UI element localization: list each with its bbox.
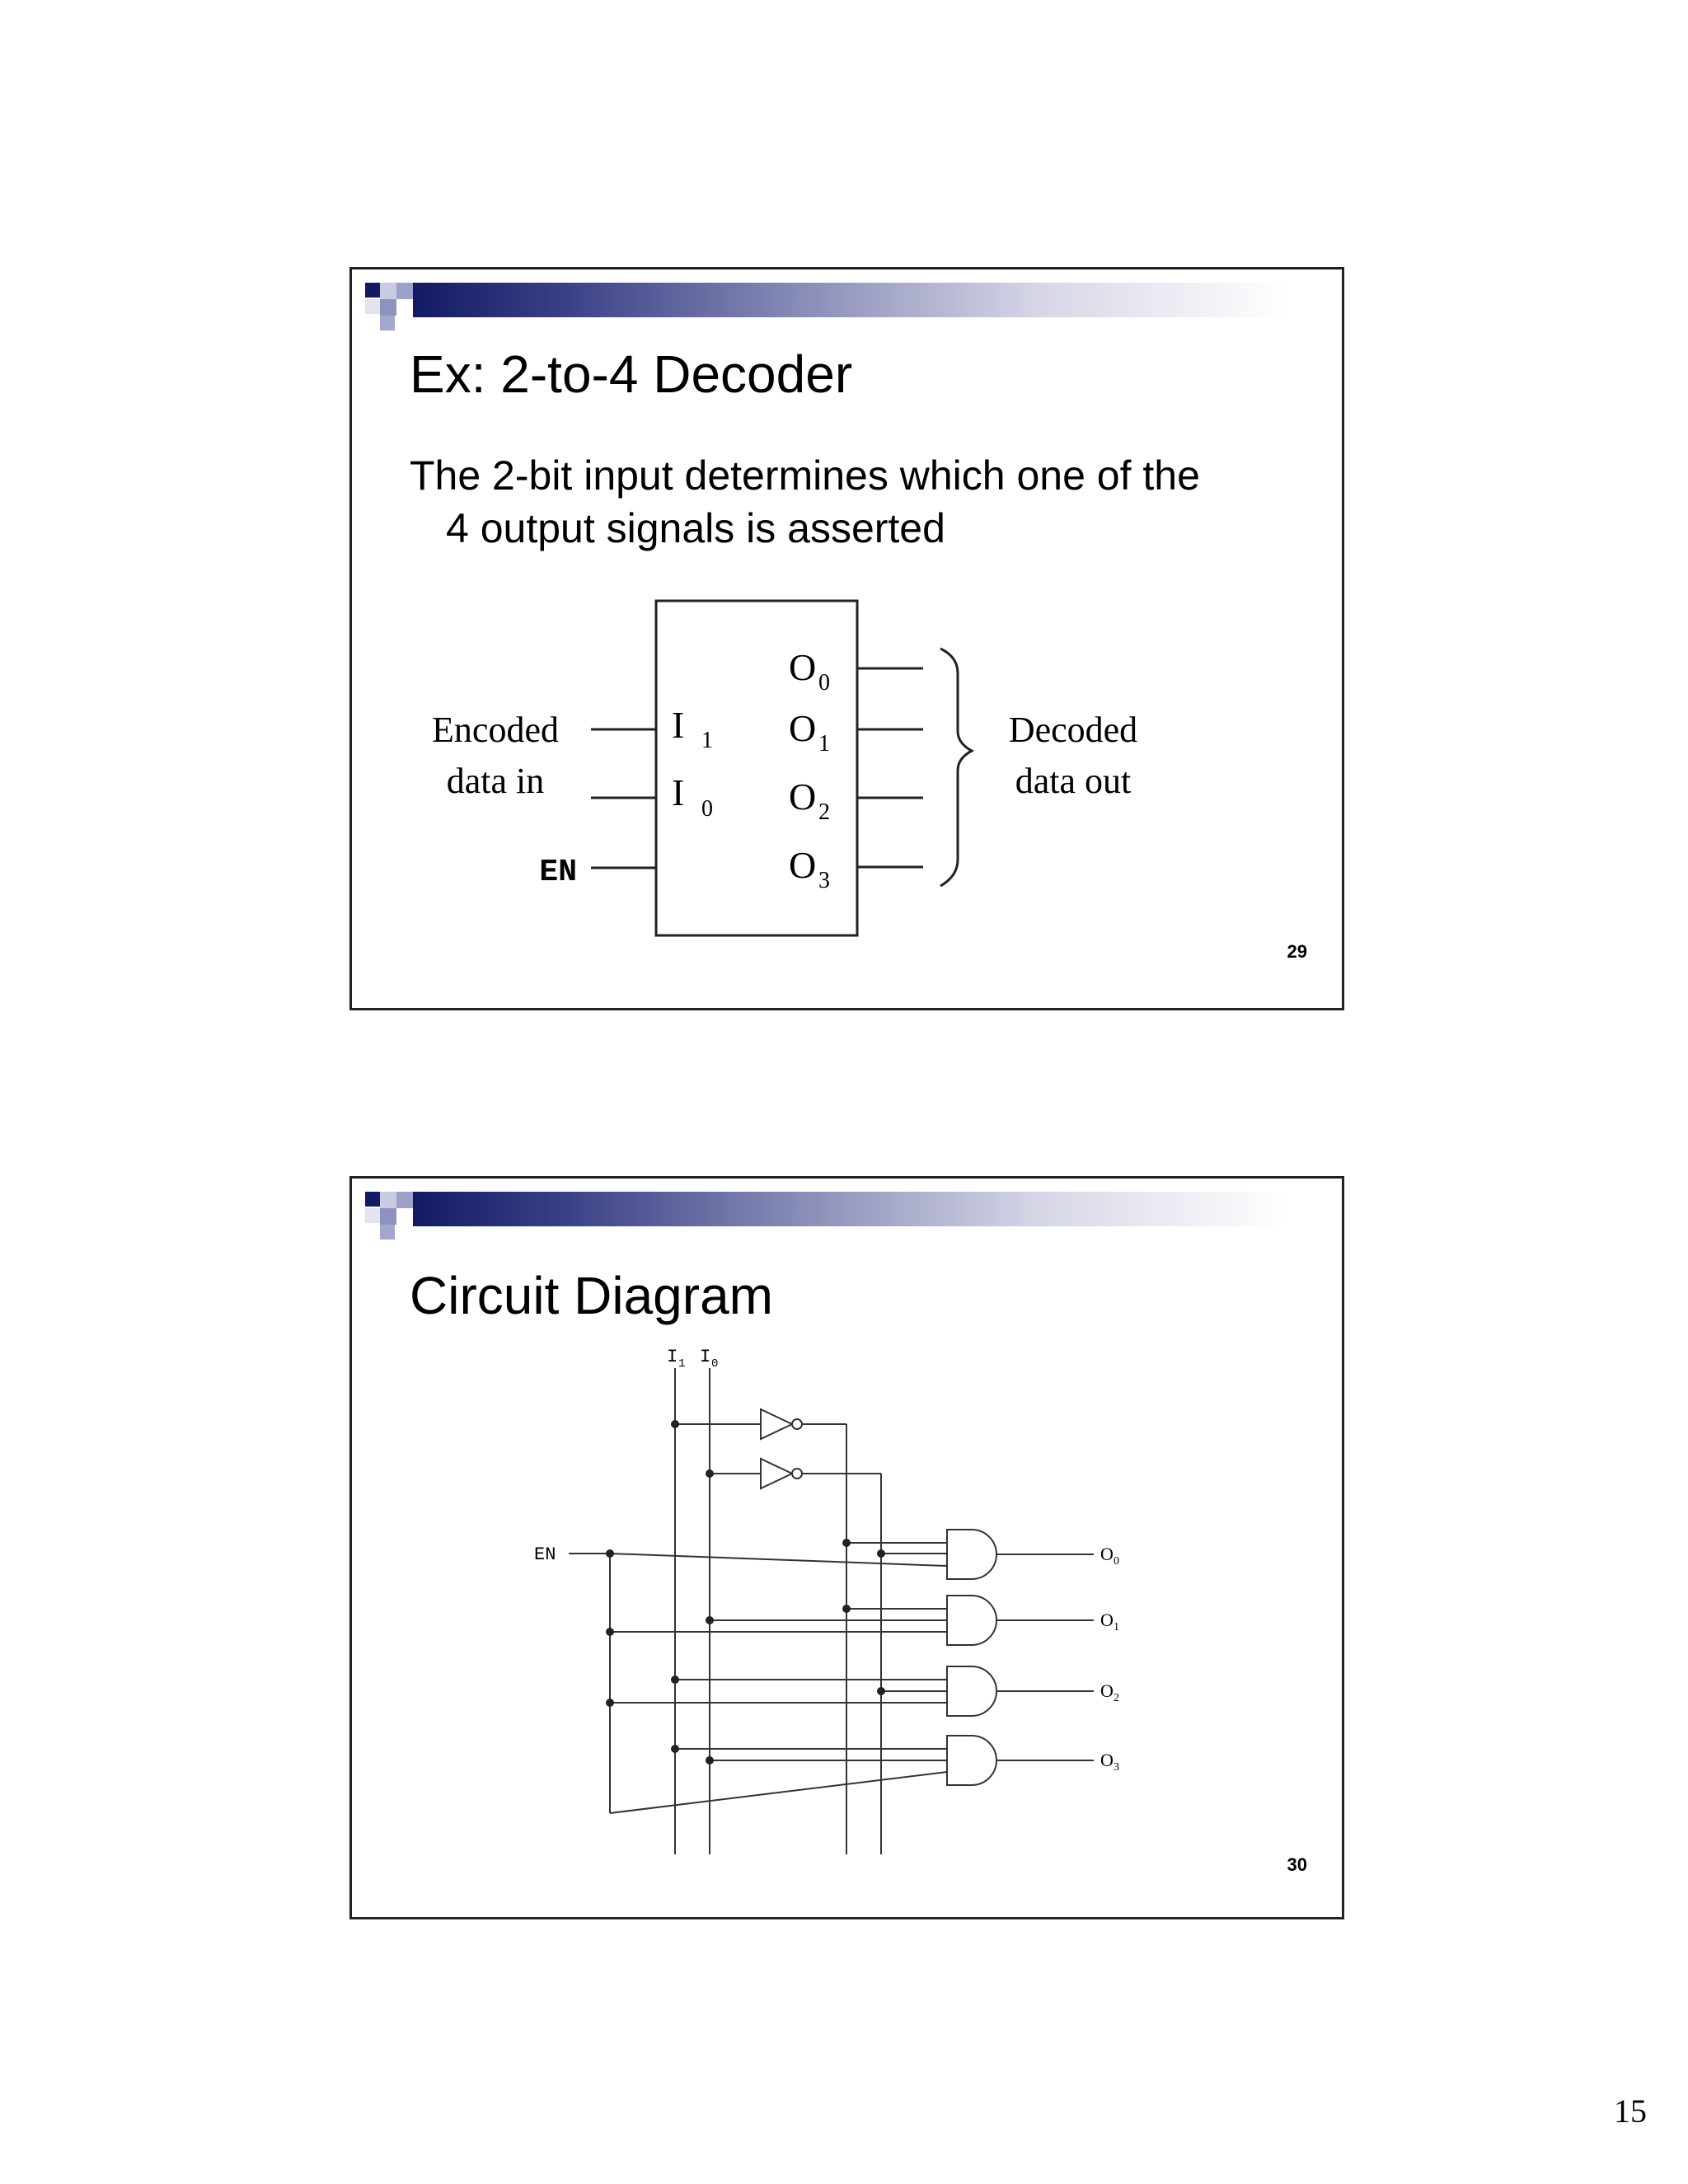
output-o1-sub: 1	[818, 731, 830, 757]
output-o3-label: O	[789, 844, 817, 886]
junction-dot	[706, 1469, 714, 1478]
circuit-out1-label: O	[1100, 1610, 1114, 1630]
junction-dot	[671, 1675, 679, 1684]
and-gate-3	[947, 1736, 996, 1785]
circuit-in0-label: I	[700, 1347, 711, 1367]
input-i0-sub: 0	[701, 796, 713, 822]
output-o2-sub: 2	[818, 799, 830, 825]
body-line: 4 output signals is asserted	[446, 505, 945, 551]
output-o0-sub: 0	[818, 670, 830, 696]
slide-title: Circuit Diagram	[410, 1266, 773, 1325]
and-gate-1	[947, 1596, 996, 1645]
junction-dot	[877, 1687, 885, 1695]
inverter-i1-bubble	[792, 1419, 802, 1429]
junction-dot	[671, 1420, 679, 1428]
slide-30	[349, 1176, 1344, 1919]
output-o1-label: O	[789, 707, 817, 749]
decoder-circuit-diagram	[352, 1179, 1342, 1917]
inverter-i0	[761, 1459, 792, 1488]
circuit-out2-sub: 2	[1114, 1692, 1119, 1704]
input-i0-label: I	[672, 771, 685, 813]
input-i1-label: I	[672, 704, 685, 746]
data-out-label: data out	[1015, 761, 1132, 801]
encoded-label: Encoded	[432, 710, 559, 750]
junction-dot	[606, 1628, 614, 1636]
junction-dot	[706, 1756, 714, 1765]
circuit-out3-label: O	[1100, 1750, 1114, 1770]
slide-number: 30	[1287, 1854, 1307, 1875]
decoded-label: Decoded	[1008, 710, 1138, 750]
slide-29	[349, 267, 1344, 1010]
output-brace	[940, 649, 972, 886]
slide-number: 29	[1287, 941, 1307, 962]
circuit-out0-label: O	[1100, 1544, 1114, 1564]
circuit-in1-label: I	[667, 1347, 678, 1367]
body-line: The 2-bit input determines which one of the	[410, 452, 1200, 499]
junction-dot	[606, 1699, 614, 1707]
and-gate-2	[947, 1666, 996, 1716]
circuit-out3-sub: 3	[1114, 1761, 1119, 1774]
circuit-in1-sub: 1	[678, 1357, 686, 1371]
output-o2-label: O	[789, 776, 817, 818]
page-number: 15	[1614, 2093, 1647, 2130]
output-o3-sub: 3	[818, 868, 830, 893]
data-in-label: data in	[446, 761, 545, 801]
inverter-i1	[761, 1409, 792, 1439]
junction-dot	[877, 1549, 885, 1558]
output-o0-label: O	[789, 646, 817, 688]
input-i1-sub: 1	[701, 728, 713, 753]
slide-title: Ex: 2-to-4 Decoder	[410, 344, 853, 404]
decoder-block-diagram	[352, 269, 1342, 1008]
circuit-in0-sub: 0	[711, 1357, 719, 1371]
circuit-en-label: EN	[534, 1544, 556, 1565]
junction-dot	[706, 1616, 714, 1624]
circuit-out2-label: O	[1100, 1680, 1114, 1701]
inverter-i0-bubble	[792, 1469, 802, 1479]
junction-dot	[842, 1605, 851, 1613]
junction-dot	[606, 1549, 614, 1558]
enable-label: EN	[539, 855, 577, 890]
circuit-out0-sub: 0	[1114, 1555, 1119, 1568]
junction-dot	[842, 1539, 851, 1547]
and-gate-0	[947, 1530, 996, 1579]
circuit-out1-sub: 1	[1114, 1621, 1119, 1633]
junction-dot	[671, 1745, 679, 1753]
